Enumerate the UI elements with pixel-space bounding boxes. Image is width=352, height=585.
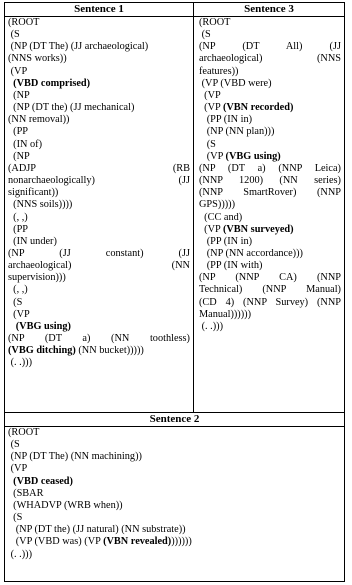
parse-line	[8, 236, 190, 248]
parse-line	[8, 260, 190, 272]
parse-text: (VP	[8, 463, 28, 475]
parse-line	[199, 126, 341, 138]
parse-text: archaeological) (NN	[8, 260, 190, 272]
parse-text: (VP (VBD were)	[199, 77, 272, 89]
parse-line	[8, 345, 190, 357]
parse-text: (NP (DT The) (JJ archaeological)	[8, 41, 149, 53]
parse-text: (NP (JJ constant) (JJ	[8, 247, 190, 259]
parse-text: (ADJP (RB	[8, 162, 190, 174]
parse-text: (S	[199, 29, 211, 41]
parse-line	[199, 321, 341, 333]
parse-tree-table	[4, 2, 345, 582]
parse-text: (NP (DT All) (JJ	[199, 41, 341, 53]
parse-text: (VP	[199, 150, 226, 162]
parse-text: (NNS works))	[8, 53, 67, 65]
parse-text: (VP	[199, 223, 223, 235]
parse-text: (VP	[8, 65, 28, 77]
parse-line	[8, 309, 190, 321]
parse-text: (CD 4) (NNP Survey) (NNP	[199, 296, 341, 308]
parse-text: (NNP SmartRover) (NNP	[199, 187, 341, 199]
parse-line	[8, 29, 190, 41]
parse-text: (VP	[8, 308, 30, 320]
parse-line	[8, 212, 190, 224]
parse-text: (ROOT	[8, 427, 40, 438]
parse-line	[8, 102, 190, 114]
sentence-1-cell	[5, 3, 194, 412]
parse-line	[8, 17, 190, 29]
parse-line	[199, 139, 341, 151]
parse-line	[8, 126, 190, 138]
parse-line	[199, 212, 341, 224]
parse-line	[8, 297, 190, 309]
parse-text: (PP	[8, 126, 29, 138]
parse-text: (. .)))	[199, 320, 224, 332]
parse-line	[199, 78, 341, 90]
parse-text: (PP (IN in)	[199, 114, 253, 126]
parse-line	[8, 512, 341, 524]
parse-text: (PP (IN with)	[199, 260, 263, 272]
parse-text: (. .)))	[8, 548, 33, 560]
parse-text: (NP (DT The) (NN machining))	[8, 451, 142, 463]
parse-line	[199, 163, 341, 175]
parse-text: (NN removal))	[8, 114, 70, 126]
parse-line	[199, 102, 341, 114]
parse-text: (NP (NN plan)))	[199, 126, 275, 138]
parse-line	[199, 66, 341, 78]
parse-text: (WHADVP (WRB when))	[8, 499, 123, 511]
parse-line	[199, 151, 341, 163]
parse-line	[8, 500, 341, 512]
parse-text: (ROOT	[199, 17, 231, 28]
parse-line	[199, 175, 341, 187]
parse-text: (NP (DT a) (NN toothless)	[8, 333, 190, 345]
parse-line	[8, 272, 190, 284]
parse-line	[199, 297, 341, 309]
parse-text: features))	[199, 65, 239, 77]
parse-text: (NP (DT the) (JJ mechanical)	[8, 102, 135, 114]
parse-line	[199, 248, 341, 260]
parse-text: (, ,)	[8, 284, 28, 296]
parse-line	[8, 53, 190, 65]
parse-line	[199, 41, 341, 53]
parse-text: (. .)))	[8, 357, 33, 369]
parse-text: (PP (IN in)	[199, 235, 253, 247]
parse-line	[199, 272, 341, 284]
highlighted-tag: (VBD ceased)	[13, 475, 73, 487]
parse-text: GPS)))))	[199, 199, 236, 211]
parse-text: (NP (NN accordance)))	[199, 247, 303, 259]
parse-line	[199, 224, 341, 236]
parse-line	[199, 114, 341, 126]
sentence-3-header: Sentence 3	[194, 3, 344, 17]
parse-line	[8, 333, 190, 345]
sentence-3-parse	[194, 17, 344, 333]
parse-line	[8, 427, 341, 439]
parse-text: (VP	[199, 89, 221, 101]
sentence-3-cell	[194, 3, 344, 412]
parse-text: (ROOT	[8, 17, 40, 28]
parse-text	[8, 321, 16, 332]
highlighted-tag: (VBG ditching)	[8, 345, 76, 357]
parse-text: (NNP 1200) (NN series)	[199, 175, 341, 187]
parse-text: nonarchaeologically) (JJ	[8, 175, 190, 187]
parse-line	[8, 78, 190, 90]
sentence-2-header: Sentence 2	[5, 413, 344, 427]
highlighted-tag: (VBN surveyed)	[222, 223, 294, 235]
parse-text: (S	[8, 439, 20, 451]
parse-text: (NNS soils))))	[8, 199, 73, 211]
parse-text: significant))	[8, 187, 59, 199]
parse-line	[199, 29, 341, 41]
sentence-1-parse	[5, 17, 193, 370]
parse-text: (VP (VBD was) (VP	[8, 536, 104, 548]
sentence-2-cell	[5, 412, 344, 581]
parse-line	[199, 90, 341, 102]
parse-line	[8, 199, 190, 211]
parse-text: (S	[8, 512, 23, 524]
highlighted-tag: (VBG using)	[225, 150, 281, 162]
parse-text: (NN bucket)))))	[75, 345, 144, 357]
parse-line	[8, 357, 190, 369]
parse-text: (NP	[8, 150, 30, 162]
parse-line	[199, 236, 341, 248]
parse-line	[8, 175, 190, 187]
parse-text: (IN of)	[8, 138, 43, 150]
parse-text: (NP (DT a) (NNP Leica)	[199, 162, 341, 174]
parse-line	[8, 321, 190, 333]
parse-text: (S	[8, 296, 23, 308]
highlighted-tag: (VBN recorded)	[222, 102, 294, 114]
parse-line	[8, 139, 190, 151]
parse-line	[199, 187, 341, 199]
parse-line	[8, 114, 190, 126]
parse-text: supervision)))	[8, 272, 66, 284]
parse-line	[8, 439, 341, 451]
parse-text: (NP (NNP CA) (NNP	[199, 272, 341, 284]
highlighted-tag: (VBD comprised)	[13, 77, 91, 89]
parse-line	[199, 17, 341, 29]
parse-line	[8, 248, 190, 260]
parse-text: (VP	[199, 102, 223, 114]
parse-text: (, ,)	[8, 211, 28, 223]
sentence-2-parse	[5, 427, 344, 561]
parse-line	[8, 41, 190, 53]
parse-line	[199, 199, 341, 211]
parse-line	[8, 536, 341, 548]
parse-line	[8, 90, 190, 102]
parse-line	[199, 284, 341, 296]
parse-line	[8, 284, 190, 296]
sentence-1-header: Sentence 1	[5, 3, 193, 17]
parse-line	[199, 309, 341, 321]
parse-line	[8, 151, 190, 163]
parse-text: archaeological) (NNS	[199, 53, 341, 65]
parse-text: (S	[199, 138, 216, 150]
parse-line	[8, 66, 190, 78]
parse-text: (IN under)	[8, 235, 57, 247]
parse-text: Manual))))))	[199, 308, 252, 320]
parse-line	[8, 163, 190, 175]
parse-line	[8, 524, 341, 536]
parse-text: (SBAR	[8, 487, 44, 499]
parse-line	[8, 187, 190, 199]
parse-text: (CC and)	[199, 211, 243, 223]
parse-line	[199, 53, 341, 65]
parse-line	[8, 549, 341, 561]
parse-text: (NP (DT the) (JJ natural) (NN substrate))	[8, 524, 186, 536]
parse-line	[8, 451, 341, 463]
parse-line	[8, 476, 341, 488]
parse-text: (PP	[8, 223, 29, 235]
parse-text: ))))))	[171, 536, 192, 548]
parse-text: Technical) (NNP Manual)	[199, 284, 341, 296]
parse-line	[8, 463, 341, 475]
parse-text: (NP	[8, 89, 30, 101]
parse-line	[8, 488, 341, 500]
parse-line	[199, 260, 341, 272]
parse-line	[8, 224, 190, 236]
highlighted-tag: (VBG using)	[15, 320, 71, 332]
parse-text: (S	[8, 29, 20, 41]
highlighted-tag: (VBN revealed)	[103, 536, 172, 548]
